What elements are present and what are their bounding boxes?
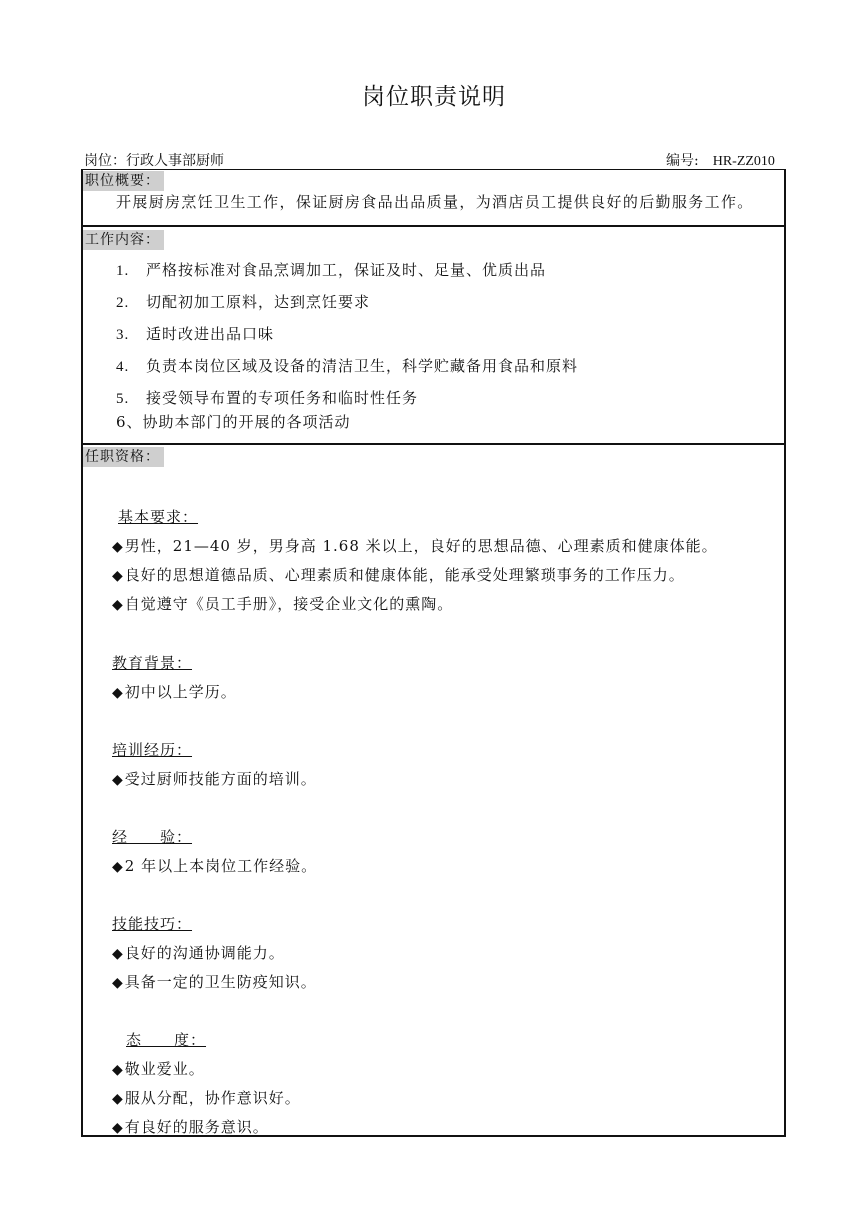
bullet-item	[112, 1116, 269, 1137]
bullet-text: 自觉遵守《员工手册》，接受企业文化的熏陶。	[124, 595, 454, 613]
training-heading: 培训经历：	[112, 741, 193, 759]
duty-item	[116, 291, 370, 312]
bullet-item	[112, 768, 317, 789]
bullet-text: 有良好的服务意识。	[124, 1118, 269, 1136]
diamond-bullet-icon: ◆	[112, 1091, 124, 1107]
summary-section-label: 职位概要：	[83, 171, 164, 191]
diamond-bullet-icon: ◆	[112, 1120, 124, 1136]
duty-number: 5.	[116, 391, 130, 407]
qualifications-section-label: 任职资格：	[83, 447, 164, 467]
attitude-heading: 态 度：	[126, 1031, 207, 1049]
bullet-item	[112, 564, 685, 585]
duties-section-label: 工作内容：	[83, 230, 164, 250]
duty-text: 适时改进出品口味	[146, 325, 275, 343]
duty-text: 接受领导布置的专项任务和临时性任务	[146, 389, 419, 407]
skills-heading: 技能技巧：	[112, 915, 193, 933]
basic-requirements-heading: 基本要求：	[118, 508, 199, 526]
bullet-item	[112, 942, 285, 963]
summary-divider	[81, 225, 786, 227]
education-heading: 教育背景：	[112, 654, 193, 672]
bullet-text: 服从分配，协作意识好。	[124, 1089, 301, 1107]
diamond-bullet-icon: ◆	[112, 975, 124, 991]
bullet-item	[112, 593, 453, 614]
code-value: HR-ZZ010	[712, 154, 775, 169]
diamond-bullet-icon: ◆	[112, 1062, 124, 1078]
duty-text: 负责本岗位区域及设备的清洁卫生，科学贮藏备用食品和原料	[146, 357, 579, 375]
diamond-bullet-icon: ◆	[112, 539, 124, 555]
diamond-bullet-icon: ◆	[112, 685, 124, 701]
bullet-item	[112, 1087, 301, 1108]
duty-item	[116, 323, 274, 344]
duties-divider	[81, 443, 786, 445]
bullet-item	[112, 681, 237, 702]
diamond-bullet-icon: ◆	[112, 772, 124, 788]
code-line	[666, 150, 775, 170]
bullet-text: 敬业爱业。	[124, 1060, 205, 1078]
duty-number: 4.	[116, 359, 130, 375]
summary-text: 开展厨房烹饪卫生工作，保证厨房食品出品质量，为酒店员工提供良好的后勤服务工作。	[116, 193, 754, 211]
diamond-bullet-icon: ◆	[112, 568, 124, 584]
diamond-bullet-icon: ◆	[112, 946, 124, 962]
diamond-bullet-icon: ◆	[112, 597, 124, 613]
position-label: 岗位：	[84, 153, 126, 169]
duty-number: 3.	[116, 327, 130, 343]
bullet-item	[112, 1058, 205, 1079]
duty-number: 1.	[116, 263, 130, 279]
bullet-text: 良好的沟通协调能力。	[124, 944, 285, 962]
duty-text: 严格按标准对食品烹调加工，保证及时、足量、优质出品	[146, 261, 547, 279]
bullet-text: 良好的思想道德品质、心理素质和健康体能，能承受处理繁琐事务的工作压力。	[124, 566, 685, 584]
duty-item	[116, 259, 546, 280]
bullet-text: 具备一定的卫生防疫知识。	[124, 973, 317, 991]
bullet-item	[112, 971, 317, 992]
bullet-text: 男性，21—40 岁，男身高 1.68 米以上，良好的思想品德、心理素质和健康体能。	[124, 537, 718, 555]
bullet-text: 初中以上学历。	[124, 683, 237, 701]
duty-item-6: 6、协助本部门的开展的各项活动	[116, 413, 351, 431]
duty-text: 切配初加工原料，达到烹饪要求	[146, 293, 371, 311]
experience-heading: 经 验：	[112, 828, 193, 846]
duty-number: 2.	[116, 295, 130, 311]
bullet-text: 受过厨师技能方面的培训。	[124, 770, 317, 788]
bullet-item	[112, 535, 718, 556]
duty-item	[116, 355, 578, 376]
document-title: 岗位职责说明	[362, 84, 506, 110]
diamond-bullet-icon: ◆	[112, 859, 124, 875]
position-value: 行政人事部厨师	[126, 153, 224, 169]
bullet-item	[112, 855, 317, 876]
duty-item	[116, 387, 418, 408]
position-line	[84, 150, 224, 170]
code-label: 编号:	[666, 153, 699, 169]
bullet-text: 2 年以上本岗位工作经验。	[124, 857, 318, 875]
